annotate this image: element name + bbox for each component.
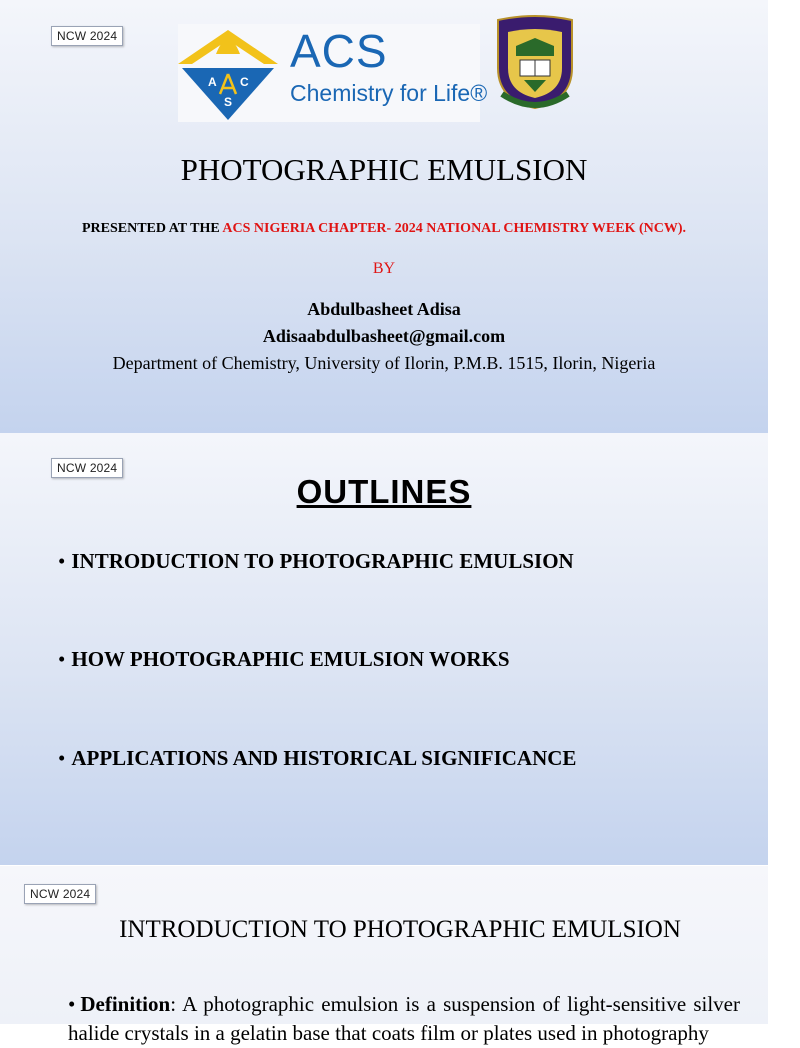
ncw-badge [51,26,123,46]
outline-item-text: HOW PHOTOGRAPHIC EMULSION WORKS [71,647,510,671]
author-affiliation: Department of Chemistry, University of Ilorin, P.M.B. 1515, Ilorin, Nigeria [112,353,656,373]
presented-prefix: PRESENTED AT THE [81,221,223,236]
acs-logo [178,24,488,122]
slide-outlines [0,433,768,865]
slide-introduction [0,866,768,1045]
bullet-icon: • [58,746,66,770]
acs-emblem-icon [178,24,278,122]
acs-letter-s: S [224,95,233,109]
acs-letter-c: C [240,75,249,89]
by-label: BY [372,260,396,277]
badge-ncw: NCW [57,461,87,475]
badge-year: 2024 [62,887,91,901]
presented-event: ACS NIGERIA CHAPTER- 2024 NATIONAL CHEMISTRY WEEK (NCW). [222,221,687,236]
bullet-icon: • [58,647,66,671]
acs-tagline: Chemistry for Life® [290,80,488,106]
outline-item-text: INTRODUCTION TO PHOTOGRAPHIC EMULSION [71,549,574,573]
badge-year: 2024 [89,461,118,475]
outlines-title: OUTLINES [296,473,472,510]
slide-title [0,0,768,433]
author-name: Abdulbasheet Adisa [307,299,461,319]
outline-item-text: APPLICATIONS AND HISTORICAL SIGNIFICANCE [71,746,577,770]
badge-year: 2024 [89,29,118,43]
section-title: INTRODUCTION TO PHOTOGRAPHIC EMULSION [119,916,681,943]
acs-letter-a: A [208,75,217,89]
ncw-badge [24,884,96,904]
outline-item [58,549,574,574]
presented-line [0,221,768,237]
outline-item [58,647,510,672]
bullet-icon: • [58,549,66,573]
badge-ncw: NCW [30,887,60,901]
page-title: PHOTOGRAPHIC EMULSION [180,152,588,187]
acs-wordmark: ACS [290,25,388,77]
definition-paragraph [68,990,740,1048]
outline-item [58,746,576,771]
badge-ncw: NCW [57,29,87,43]
university-crest-icon [494,16,576,110]
bullet-icon: • [68,992,76,1016]
author-email: Adisaabdulbasheet@gmail.com [262,326,506,346]
definition-term: Definition [80,992,171,1016]
definition-text: : A photographic emulsion is a suspension of light-sensitive silver halide crystals in a gelatin base that coats film or plates used in photography [68,992,740,1045]
